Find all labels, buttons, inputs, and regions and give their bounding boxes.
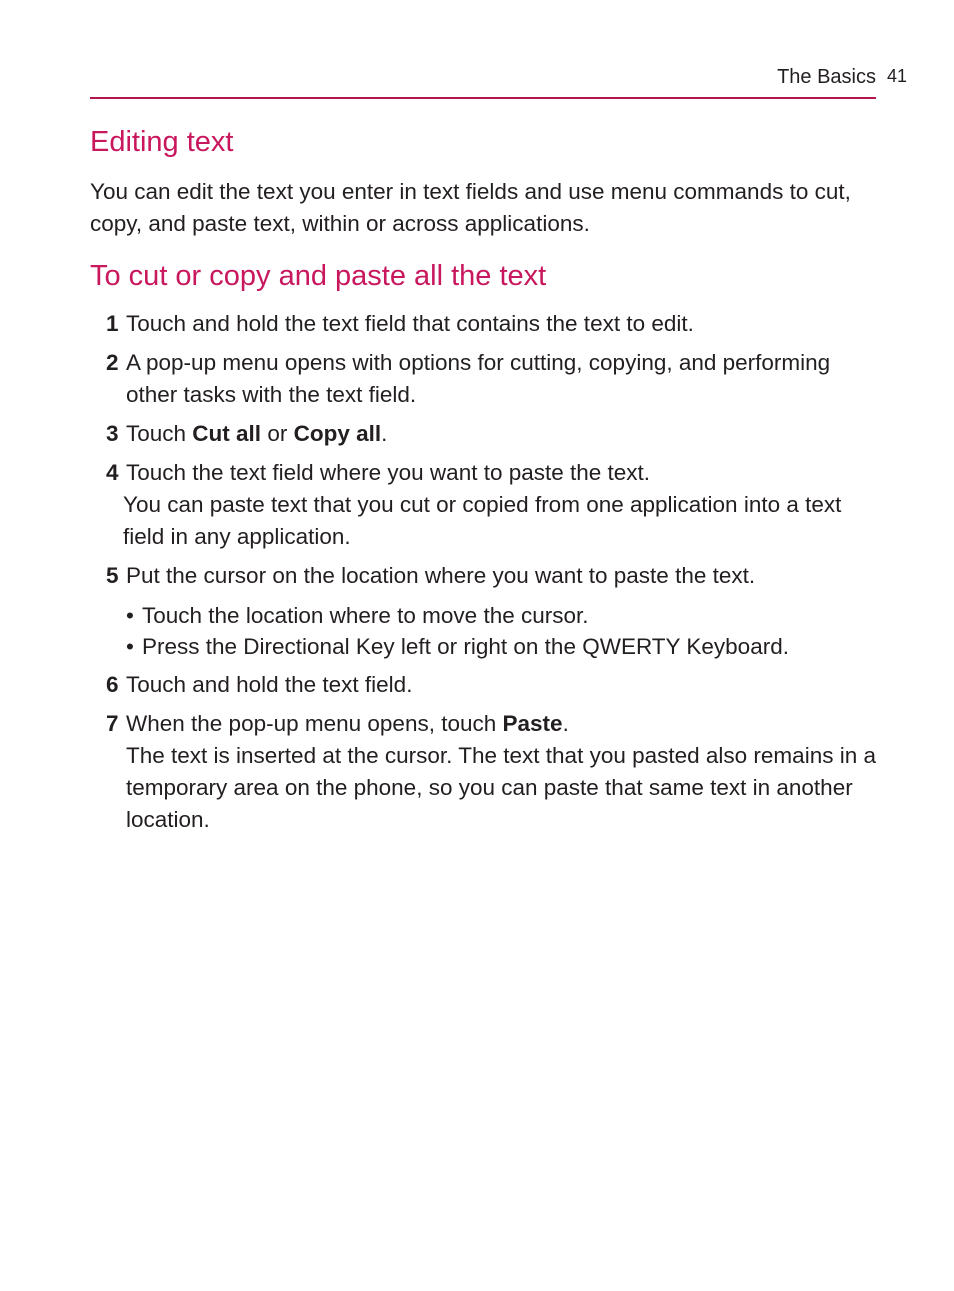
step-number: 3 bbox=[106, 421, 119, 446]
step-note: The text is inserted at the cursor. The text that you pasted also remains in a temporary area on the phone, so you can paste that same text in another location. bbox=[126, 743, 876, 832]
step-text: Touch the text field where you want to paste the text. bbox=[126, 460, 651, 485]
bullet-mark: • bbox=[126, 603, 134, 628]
step-text bbox=[126, 711, 569, 736]
copy-all-label: Copy all bbox=[293, 421, 382, 446]
step-note: You can paste text that you cut or copied from one application into a text field in any application. bbox=[123, 492, 842, 549]
bullet-item bbox=[126, 631, 880, 662]
page-header bbox=[90, 62, 876, 98]
step-number: 2 bbox=[106, 350, 119, 375]
cut-all-label: Cut all bbox=[192, 421, 262, 446]
bullet-text: Touch the location where to move the cursor. bbox=[142, 603, 589, 628]
step-item bbox=[90, 457, 880, 553]
step-number: 7 bbox=[106, 711, 119, 736]
page-number: 41 bbox=[887, 66, 908, 86]
bullet-list bbox=[126, 600, 880, 662]
section-name: The Basics bbox=[777, 66, 876, 88]
page-content bbox=[90, 118, 880, 843]
step-text: Put the cursor on the location where you want to paste the text. bbox=[126, 563, 756, 588]
step-item bbox=[90, 669, 880, 701]
steps-list bbox=[90, 308, 880, 836]
bullet-mark: • bbox=[126, 634, 134, 659]
intro-paragraph: You can edit the text you enter in text fields and use menu commands to cut, copy, and paste text, within or across applications. bbox=[90, 179, 851, 236]
bullet-item bbox=[126, 600, 880, 631]
bullet-text: Press the Directional Key left or right on the QWERTY Keyboard. bbox=[142, 634, 789, 659]
step-item bbox=[90, 418, 880, 450]
step-item bbox=[90, 708, 880, 836]
step-text: A pop-up menu opens with options for cutting, copying, and performing other tasks with the text field. bbox=[126, 350, 831, 407]
step-item bbox=[90, 308, 880, 340]
step-text-suffix: . bbox=[562, 711, 569, 736]
section-subtitle: To cut or copy and paste all the text bbox=[90, 260, 547, 292]
step-number: 5 bbox=[106, 563, 119, 588]
step-text bbox=[126, 421, 387, 446]
step-text-suffix: . bbox=[381, 421, 388, 446]
step-number: 6 bbox=[106, 672, 119, 697]
paste-label: Paste bbox=[502, 711, 563, 736]
step-number: 1 bbox=[106, 311, 119, 336]
step-text-prefix: Touch bbox=[126, 421, 193, 446]
page-title: Editing text bbox=[90, 126, 234, 158]
step-text-middle: or bbox=[261, 421, 294, 446]
step-item bbox=[90, 560, 880, 662]
step-text: Touch and hold the text field. bbox=[126, 672, 413, 697]
step-number: 4 bbox=[106, 460, 119, 485]
step-item bbox=[90, 347, 880, 411]
header-divider bbox=[90, 97, 876, 99]
step-text: Touch and hold the text field that contains the text to edit. bbox=[126, 311, 694, 336]
step-text-prefix: When the pop-up menu opens, touch bbox=[126, 711, 503, 736]
